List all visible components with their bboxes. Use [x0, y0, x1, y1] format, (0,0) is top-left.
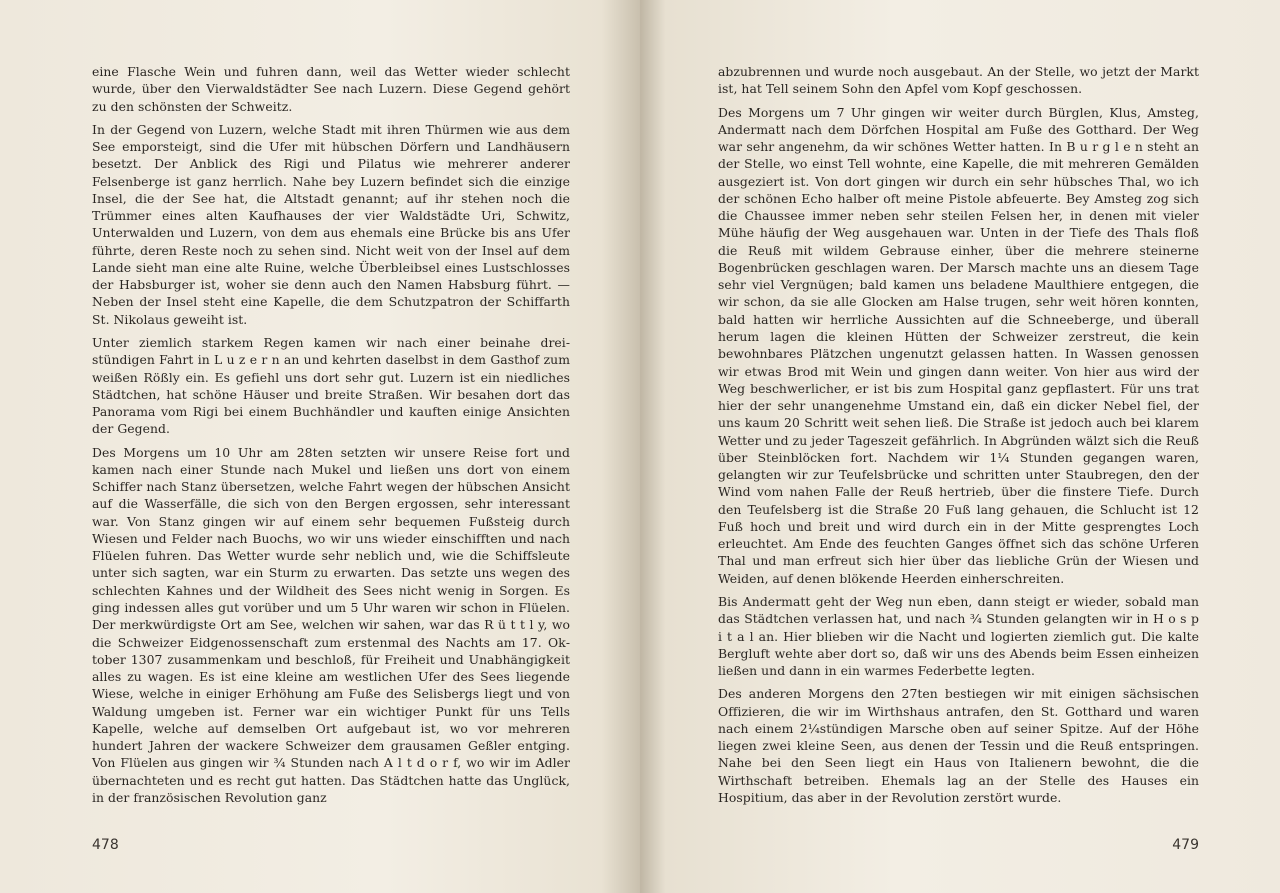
left-page-text	[92, 63, 570, 812]
paragraph: abzubrennen und wurde noch ausgebaut. An der Stelle, wo jetzt der Markt ist, hat Tell seinem Sohn den Apfel vom Kopf geschossen.	[718, 64, 1199, 97]
paragraph: In der Gegend von Luzern, welche Stadt mit ihren Thürmen wie aus dem See emporsteigt, sind die Ufer mit hübschen Dörfern und Landhäusern besetzt. Der Anblick des Rigi und Pilatus wie mehrerer anderer Felsenberge ist ganz herrlich. Nahe bey Luzern befindet sich die einzige Insel, die der See hat, die Altstadt genannt; auf ihr stehen noch die Trümmer eines alten Kaufhauses der vier Waldstädte Uri, Schwitz, Unterwalden und Luzern, von dem aus ehemals eine Brücke bis ans Ufer führte, deren Reste noch zu sehen sind. Nicht weit von der Insel auf dem Lande sieht man eine alte Ruine, welche Überbleibsel eines Lustschlosses der Habsburger ist, woher sie denn auch den Namen Habsburg führt. — Neben der Insel steht eine Kapelle, die dem Schutzpatron der Schiffarth St. Nikolaus geweiht ist.	[92, 121, 570, 327]
right-page	[640, 0, 1280, 893]
page-number: 478	[92, 837, 119, 853]
right-page-text	[718, 63, 1199, 812]
paragraph: Bis Andermatt geht der Weg nun eben, dann steigt er wieder, sobald man das Städtchen verlassen hat, und nach ¾ Stunden gelangten wir in H o s p i t a l an. Hier blieben wir die Nacht und logierten ziemlich gut. Die kalte Bergluft wehte aber dort so, daß wir uns des Abends beim Essen einheizen ließen und dann in ein warmes Federbette legten.	[718, 593, 1199, 679]
page-number: 479	[1172, 837, 1199, 853]
paragraph: Des Morgens um 7 Uhr gingen wir weiter durch Bürglen, Klus, Amsteg, Andermatt nach dem Dörfchen Hospital am Fuße des Gotthard. Der Weg war sehr angenehm, da wir schönes Wetter hatten. In B u r g l e n steht an der Stelle, wo einst Tell wohnte, eine Kapelle, die mit mehreren Gemälden ausgeziert ist. Von dort gingen wir durch ein sehr hübsches Thal, wo ich der schönen Echo halber oft meine Pistole abfeuerte. Bey Amsteg zog sich die Chaussee immer neben sehr steilen Felsen her, in denen mit vieler Mühe häufig der Weg ausgehauen war. Unten in der Tiefe des Thals floß die Reuß mit wildem Gebrause einher, über die mehrere steinerne Bogenbrücken geschlagen waren. Der Marsch machte uns an diesem Tage sehr viel Vergnügen; bald kamen uns beladene Maulthiere entgegen, die wir schon, da sie alle Glocken am Halse trugen, sehr weit hören konnten, bald hatten wir herrliche Aussichten auf die Schneeberge, und überall herum lagen die kleinen Hütten der Schweizer zerstreut, die kein bewohnbares Plätzchen ungenutzt gelassen hatten. In Wassen genossen wir etwas Brod mit Wein und gingen dann weiter. Von hier aus wird der Weg beschwerlicher, er ist bis zum Hospital ganz gepflastert. Für uns trat hier der sehr unangenehme Umstand ein, daß ein dicker Nebel fiel, der uns kaum 20 Schritt weit sehen ließ. Die Straße ist jedoch auch bei klarem Wetter und zu jeder Tageszeit gefährlich. In Abgründen wälzt sich die Reuß über Steinblöcken fort. Nachdem wir 1¼ Stunden gegangen waren, gelangten wir zur Teufelsbrücke und schritten unter Staubregen, den der Wind vom nahen Falle der Reuß hertrieb, über die finstere Tiefe. Durch den Teufelsberg ist die Straße 20 Fuß lang gehauen, die Schlucht ist 12 Fuß hoch und breit und wird durch ein in der Mitte gesprengtes Loch erleuchtet. Am Ende des feuchten Ganges öffnet sich das schöne Urferen Thal und man erfreut sich hier über das liebliche Grün der Wiesen und Weiden, auf denen blökende Heerden einherschreiten.	[718, 104, 1199, 586]
paragraph: eine Flasche Wein und fuhren dann, weil das Wetter wieder schlecht wurde, über den Vierwaldstädter See nach Luzern. Diese Gegend gehört zu den schönsten der Schweitz.	[92, 64, 570, 114]
paragraph: Des Morgens um 10 Uhr am 28ten setzten wir unsere Reise fort und kamen nach einer Stunde nach Mukel und ließen uns dort von einem Schiffer nach Stanz übersetzen, welche Fahrt wegen der hübschen Ansicht auf die Wasserfälle, die sich von den Bergen ergossen, sehr interessant war. Von Stanz gingen wir auf einem sehr bequemen Fußsteig durch Wiesen und Felder nach Buochs, wo wir uns wieder einschifften und nach Flüelen fuhren. Das Wetter wurde sehr neblich und, wie die Schiffsleute unter sich sagten, war ein Sturm zu erwarten. Das setzte uns wegen des schlechten Kahnes und der Wildheit des Sees nicht wenig in Sorgen. Es ging indessen alles gut vorüber und um 5 Uhr waren wir schon in Flüelen. Der merkwürdigste Ort am See, welchen wir sahen, war das R ü t t l y, wo die Schweizer Eidgenossenschaft zum erstenmal des Nachts am 17. Oktober 1307 zusammenkam und beschloß, für Freiheit und Unabhängigkeit alles zu wagen. Es ist eine kleine am westlichen Ufer des Sees liegende Wiese, welche in einiger Erhöhung am Fuße des Selisbergs liegt und von Waldung umgeben ist. Ferner war ein wichtiger Punkt für uns Tells Kapelle, welche auf demselben Ort aufgebaut ist, wo vor mehreren hundert Jahren der wackere Schweizer dem grausamen Geßler entging. Von Flüelen aus gingen wir ¾ Stunden nach A l t d o r f, wo wir im Adler übernachteten und es recht gut hatten. Das Städtchen hatte das Unglück, in der französischen Revolution ganz	[92, 444, 570, 805]
paragraph: Des anderen Morgens den 27ten bestiegen wir mit einigen sächsischen Offizieren, die wir im Wirthshaus antrafen, den St. Gotthard und waren nach einem 2¼stündigen Marsche oben auf seiner Spitze. Auf der Höhe liegen zwei kleine Seen, aus denen der Tessin und die Reuß entspringen. Nahe bei den Seen liegt ein Haus von Italienern bewohnt, die die Wirthschaft betreiben. Ehemals lag an der Stelle des Hauses ein Hospitium, das aber in der Revolution zerstört wurde.	[718, 686, 1199, 805]
paragraph: Unter ziemlich starkem Regen kamen wir nach einer beinahe dreistündigen Fahrt in L u z e r n an und kehrten daselbst in dem Gasthof zum weißen Rößly ein. Es gefiehl uns dort sehr gut. Luzern ist ein niedliches Städtchen, hat schöne Häuser und breite Straßen. Wir besahen dort das Panorama vom Rigi bei einem Buchhändler und kauften einige Ansichten der Gegend.	[92, 334, 570, 437]
